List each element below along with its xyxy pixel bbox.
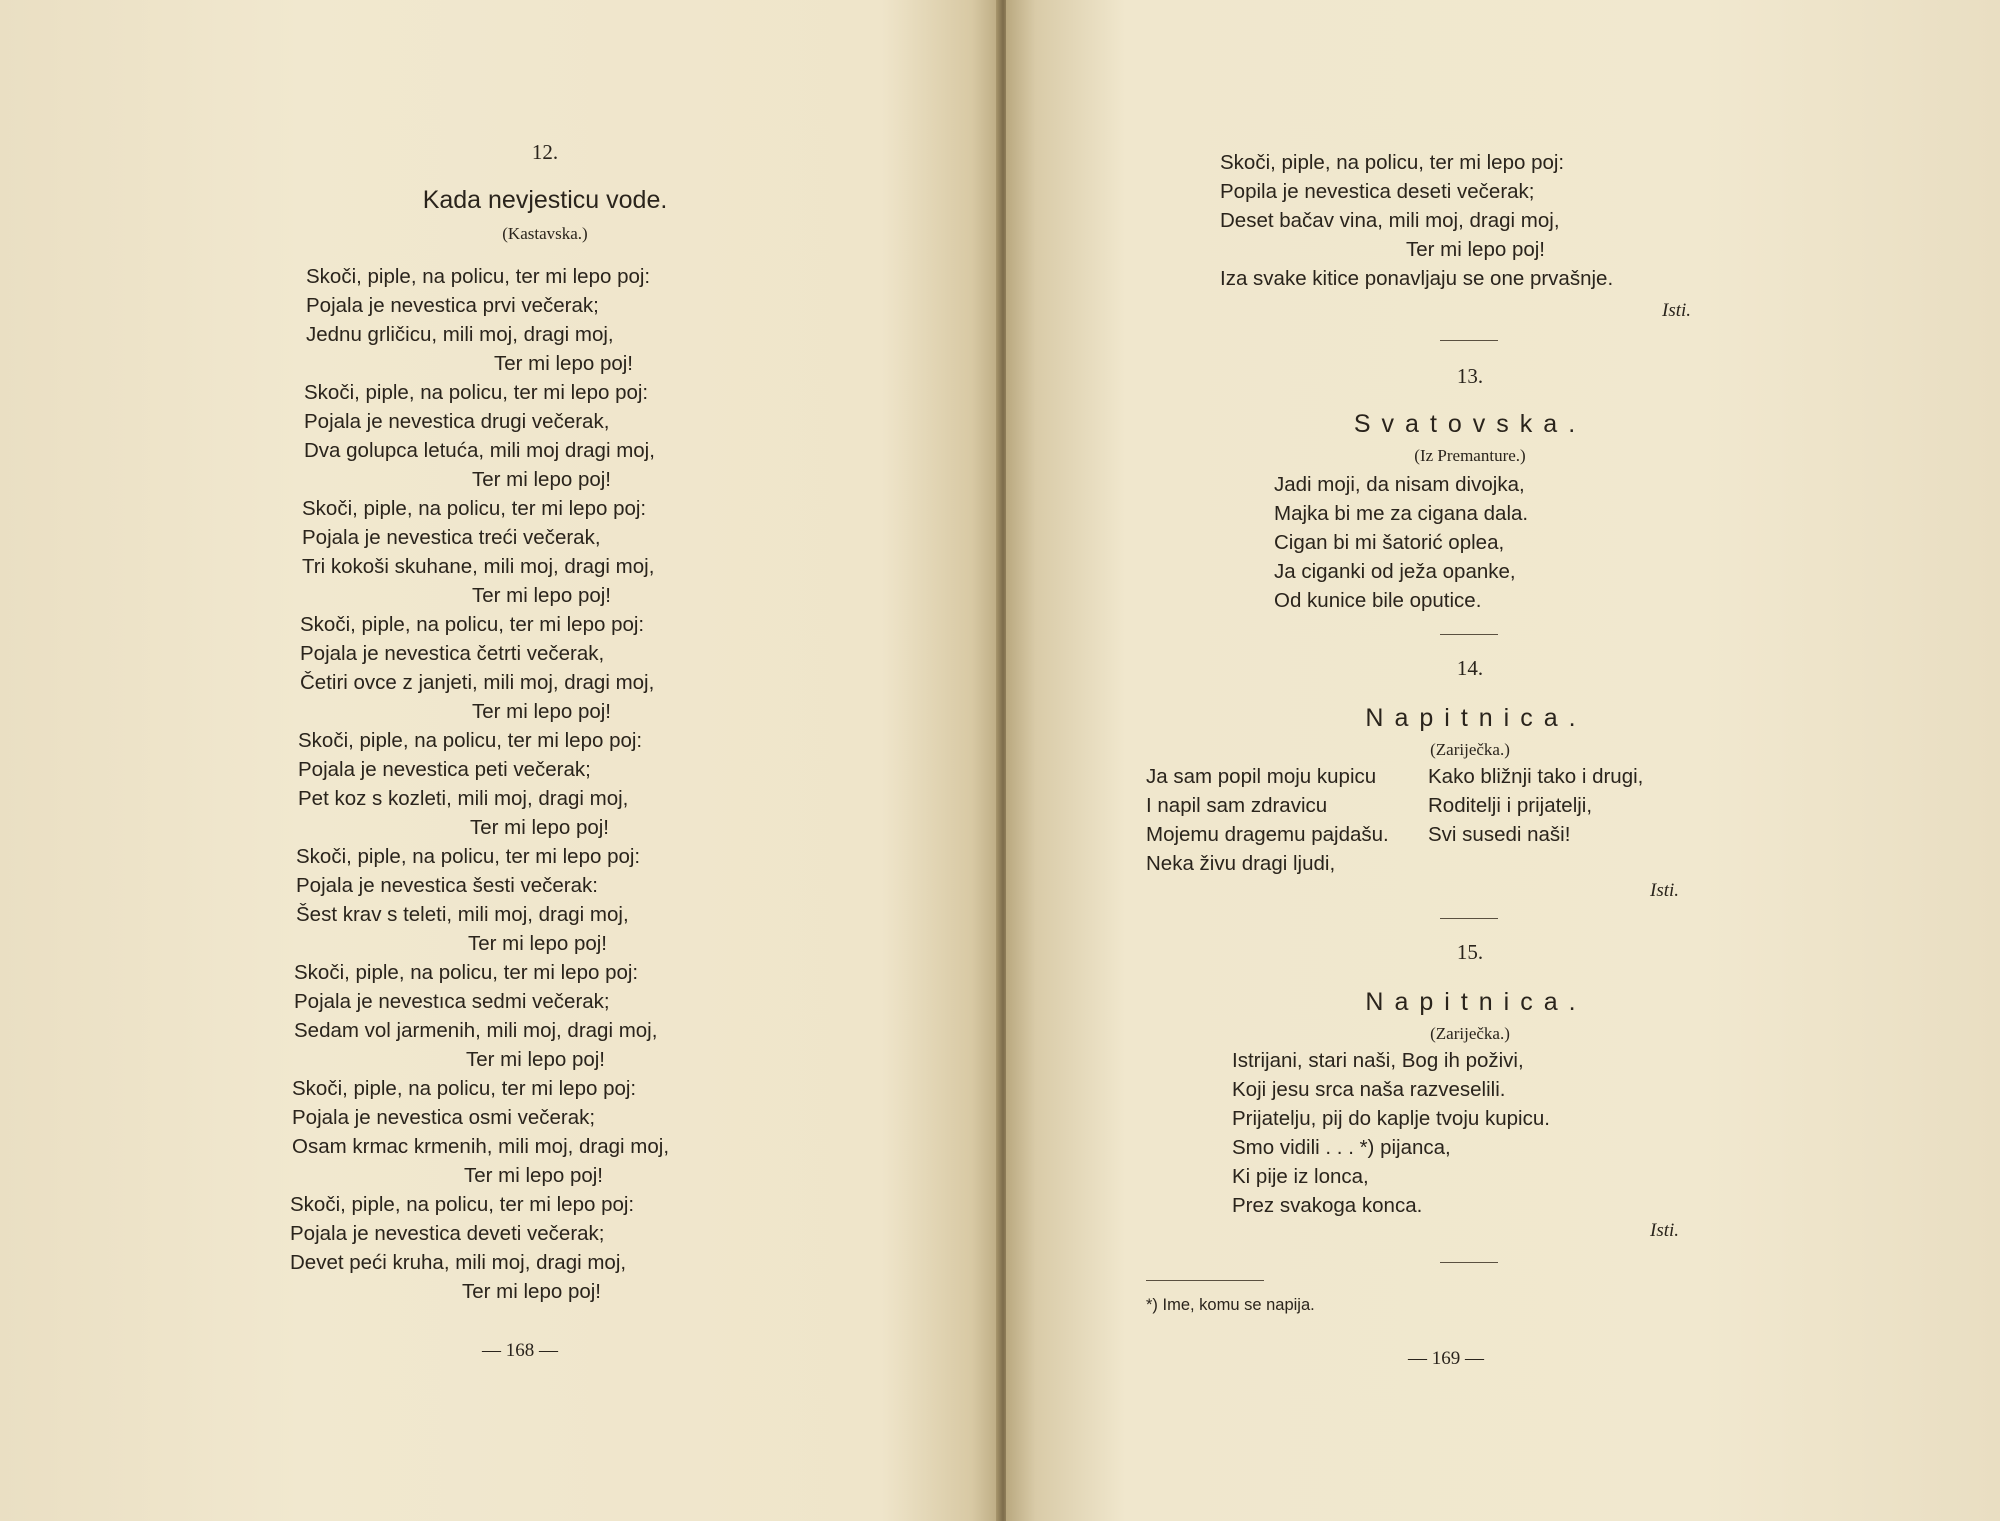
verse-line: Šest krav s teleti, mili moj, dragi moj, <box>296 903 629 926</box>
verse-line: Skoči, piple, na policu, ter mi lepo poj: <box>302 497 647 520</box>
divider <box>1440 1262 1498 1263</box>
verse-line: Ja sam popil moju kupicu <box>1146 765 1377 788</box>
verse-line: Pojala je nevestica prvi večerak; <box>306 294 599 317</box>
verse-line: Prijatelju, pij do kaplje tvoju kupicu. <box>1232 1107 1550 1130</box>
verse-line: Mojemu dragemu pajdašu. <box>1146 823 1389 846</box>
divider <box>1440 634 1498 635</box>
poem-body <box>290 262 780 1306</box>
verse-line: Deset bačav vina, mili moj, dragi moj, <box>1220 209 1560 232</box>
verse-line: Pojala je nevestıca sedmi večerak; <box>294 990 610 1013</box>
right-page <box>1006 0 2000 1521</box>
attribution: Isti. <box>1662 300 1692 321</box>
verse-line: Smo vidili . . . *) pijanca, <box>1232 1136 1451 1159</box>
verse-line: Cigan bi mi šatorić oplea, <box>1274 531 1505 554</box>
poem-number: 14. <box>1456 656 1484 680</box>
verse-line: Pojala je nevestica deveti večerak; <box>290 1222 605 1245</box>
poem-body-column-2 <box>1428 762 1758 849</box>
verse-line: Pojala je nevestica peti večerak; <box>298 758 591 781</box>
poem-body-column-1 <box>1146 762 1436 878</box>
verse-line: Pojala je nevestica četrti večerak, <box>300 642 605 665</box>
poem-number: 12. <box>531 140 559 164</box>
verse-line: Jednu grličicu, mili moj, dragi moj, <box>306 323 614 346</box>
verse-line: Skoči, piple, na policu, ter mi lepo poj: <box>294 961 639 984</box>
verse-line: Tri kokoši skuhane, mili moj, dragi moj, <box>302 555 655 578</box>
verse-line: Pojala je nevestica osmi večerak; <box>292 1106 596 1129</box>
page-number: — 169 — <box>1408 1348 1484 1369</box>
divider <box>1440 918 1498 919</box>
poem-number: 15. <box>1456 940 1484 964</box>
verse-line: Od kunice bile oputice. <box>1274 589 1482 612</box>
verse-line: Prez svakoga konca. <box>1232 1194 1423 1217</box>
poem-subtitle: (Zariječka.) <box>1430 1024 1510 1043</box>
verse-line: Popila je nevestica deseti večerak; <box>1220 180 1535 203</box>
poem-subtitle: (Kastavska.) <box>502 224 588 243</box>
verse-line: Ter mi lepo poj! <box>462 1280 602 1303</box>
verse-line: Majka bi me za cigana dala. <box>1274 502 1529 525</box>
verse-line: Skoči, piple, na policu, ter mi lepo poj: <box>300 613 645 636</box>
poem-title: Svatovska. <box>1353 410 1587 438</box>
verse-line: Skoči, piple, na policu, ter mi lepo poj: <box>306 265 651 288</box>
verse-line: Ter mi lepo poj! <box>472 468 612 491</box>
verse-line: Ter mi lepo poj! <box>494 352 634 375</box>
verse-line: I napil sam zdravicu <box>1146 794 1328 817</box>
verse-line: Četiri ovce z janjeti, mili moj, dragi moj, <box>300 671 655 694</box>
verse-line: Ter mi lepo poj! <box>472 700 612 723</box>
attribution: Isti. <box>1650 880 1680 901</box>
poem-subtitle: (Zariječka.) <box>1430 740 1510 759</box>
verse-line: Ter mi lepo poj! <box>472 584 612 607</box>
verse-line: Ja ciganki od ježa opanke, <box>1274 560 1516 583</box>
footnote: *) Ime, komu se napija. <box>1146 1296 1315 1314</box>
verse-line: Skoči, piple, na policu, ter mi lepo poj: <box>290 1193 635 1216</box>
verse-line: Svi susedi naši! <box>1428 823 1571 846</box>
verse-line: Ter mi lepo poj! <box>1406 238 1546 261</box>
verse-line: Pojala je nevestica drugi večerak, <box>304 410 610 433</box>
verse-line: Ki pije iz lonca, <box>1232 1165 1369 1188</box>
poem-title: Napitnica. <box>1365 988 1587 1016</box>
verse-line: Koji jesu srca naša razveselili. <box>1232 1078 1506 1101</box>
verse-line: Dva golupca letuća, mili moj dragi moj, <box>304 439 655 462</box>
poem-title: Kada nevjesticu vode. <box>422 186 668 214</box>
poem-subtitle: (Iz Premanture.) <box>1414 446 1526 465</box>
verse-line: Ter mi lepo poj! <box>466 1048 606 1071</box>
verse-line: Iza svake kitice ponavljaju se one prvašnje. <box>1220 267 1614 290</box>
verse-line: Istrijani, stari naši, Bog ih poživi, <box>1232 1049 1524 1072</box>
verse-line: Neka živu dragi ljudi, <box>1146 852 1336 875</box>
verse-line: Ter mi lepo poj! <box>468 932 608 955</box>
poem-body <box>1274 470 1604 615</box>
verse-line: Sedam vol jarmenih, mili moj, dragi moj, <box>294 1019 658 1042</box>
verse-line: Skoči, piple, na policu, ter mi lepo poj: <box>304 381 649 404</box>
footnote-rule <box>1146 1280 1264 1281</box>
verse-line: Pojala je nevestica treći večerak, <box>302 526 601 549</box>
verse-line: Pojala je nevestica šesti večerak: <box>296 874 598 897</box>
divider <box>1440 340 1498 341</box>
verse-line: Skoči, piple, na policu, ter mi lepo poj: <box>292 1077 637 1100</box>
verse-line: Kako bližnji tako i drugi, <box>1428 765 1644 788</box>
verse-line: Ter mi lepo poj! <box>470 816 610 839</box>
continuation-body <box>1220 148 1740 293</box>
page-number: — 168 — <box>482 1340 558 1361</box>
attribution: Isti. <box>1650 1220 1680 1241</box>
poem-body <box>1232 1046 1702 1220</box>
verse-line: Devet peći kruha, mili moj, dragi moj, <box>290 1251 627 1274</box>
verse-line: Osam krmac krmenih, mili moj, dragi moj, <box>292 1135 670 1158</box>
poem-title: Napitnica. <box>1365 704 1587 732</box>
verse-line: Ter mi lepo poj! <box>464 1164 604 1187</box>
verse-line: Skoči, piple, na policu, ter mi lepo poj: <box>296 845 641 868</box>
verse-line: Roditelji i prijatelji, <box>1428 794 1593 817</box>
verse-line: Jadi moji, da nisam divojka, <box>1274 473 1525 496</box>
poem-number: 13. <box>1456 364 1484 388</box>
verse-line: Pet koz s kozleti, mili moj, dragi moj, <box>298 787 629 810</box>
verse-line: Skoči, piple, na policu, ter mi lepo poj: <box>298 729 643 752</box>
verse-line: Skoči, piple, na policu, ter mi lepo poj: <box>1220 151 1565 174</box>
